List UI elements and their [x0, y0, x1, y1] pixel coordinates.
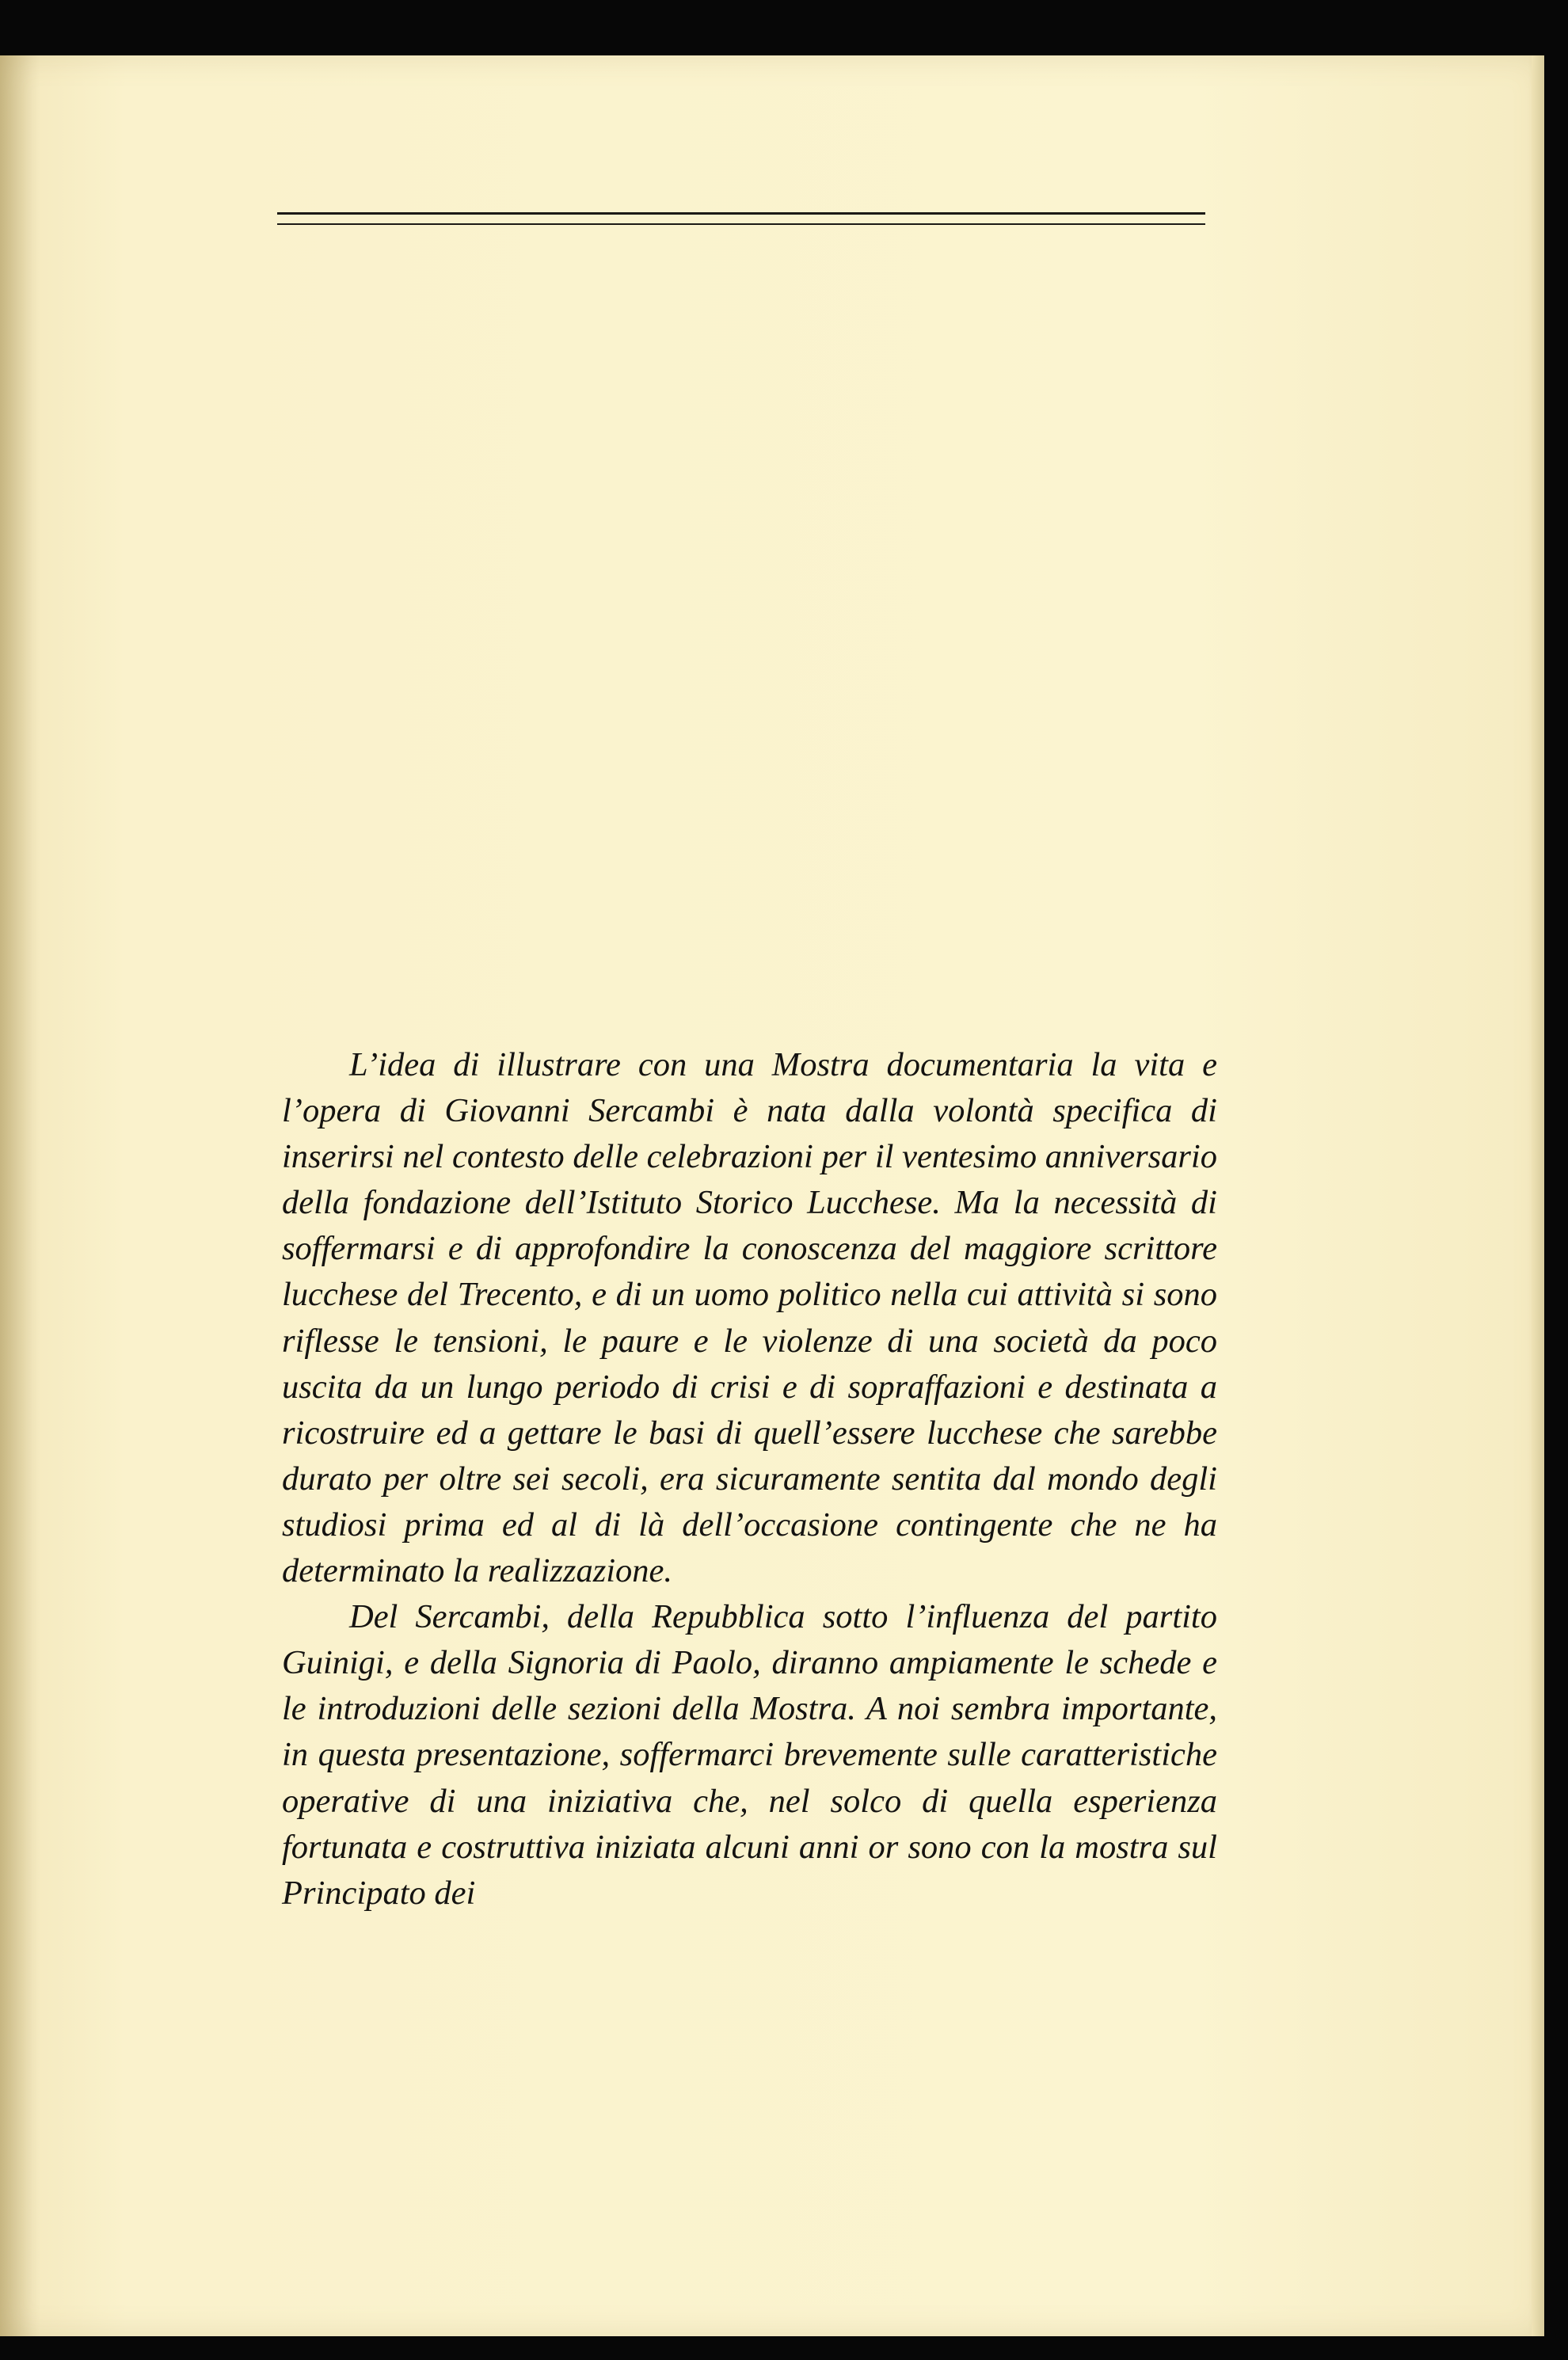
- spine-shadow: [0, 55, 40, 2336]
- header-rule-top: [277, 212, 1205, 215]
- header-rule-bottom: [277, 223, 1205, 225]
- body-text: [282, 1042, 1217, 1917]
- paragraph-2: Del Sercambi, della Repubblica sotto l’influenza del partito Guinigi, e della Signoria di Paolo, diranno ampiamente le schede e le introduzioni delle sezioni della Mostra. A noi sembra importante, in questa presentazione, soffermarci brevemente sulle caratteristiche operative di una iniziativa che, nel solco di quella esperienza fortunata e costruttiva iniziata alcuni anni or sono con la mostra sul Principato dei: [282, 1598, 1217, 1912]
- paragraph-1: L’idea di illustrare con una Mostra documentaria la vita e l’opera di Giovanni Sercambi è nata dalla volontà specifica di inserirsi nel contesto delle celebrazioni per il ventesimo anniversario della fondazione dell’Istituto Storico Lucchese. Ma la necessità di soffermarsi e di approfondire la conoscenza del maggiore scrittore lucchese del Trecento, e di un uomo politico nella cui attività si sono riflesse le tensioni, le paure e le violenze di una società da poco uscita da un lungo periodo di crisi e di sopraffazioni e destinata a ricostruire ed a gettare le basi di quell’essere lucchese che sarebbe durato per oltre sei secoli, era sicuramente sentita dal mondo degli studiosi prima ed al di là dell’occasione contingente che ne ha determinato la realizzazione.: [282, 1046, 1217, 1590]
- page-edge: [1532, 55, 1544, 2336]
